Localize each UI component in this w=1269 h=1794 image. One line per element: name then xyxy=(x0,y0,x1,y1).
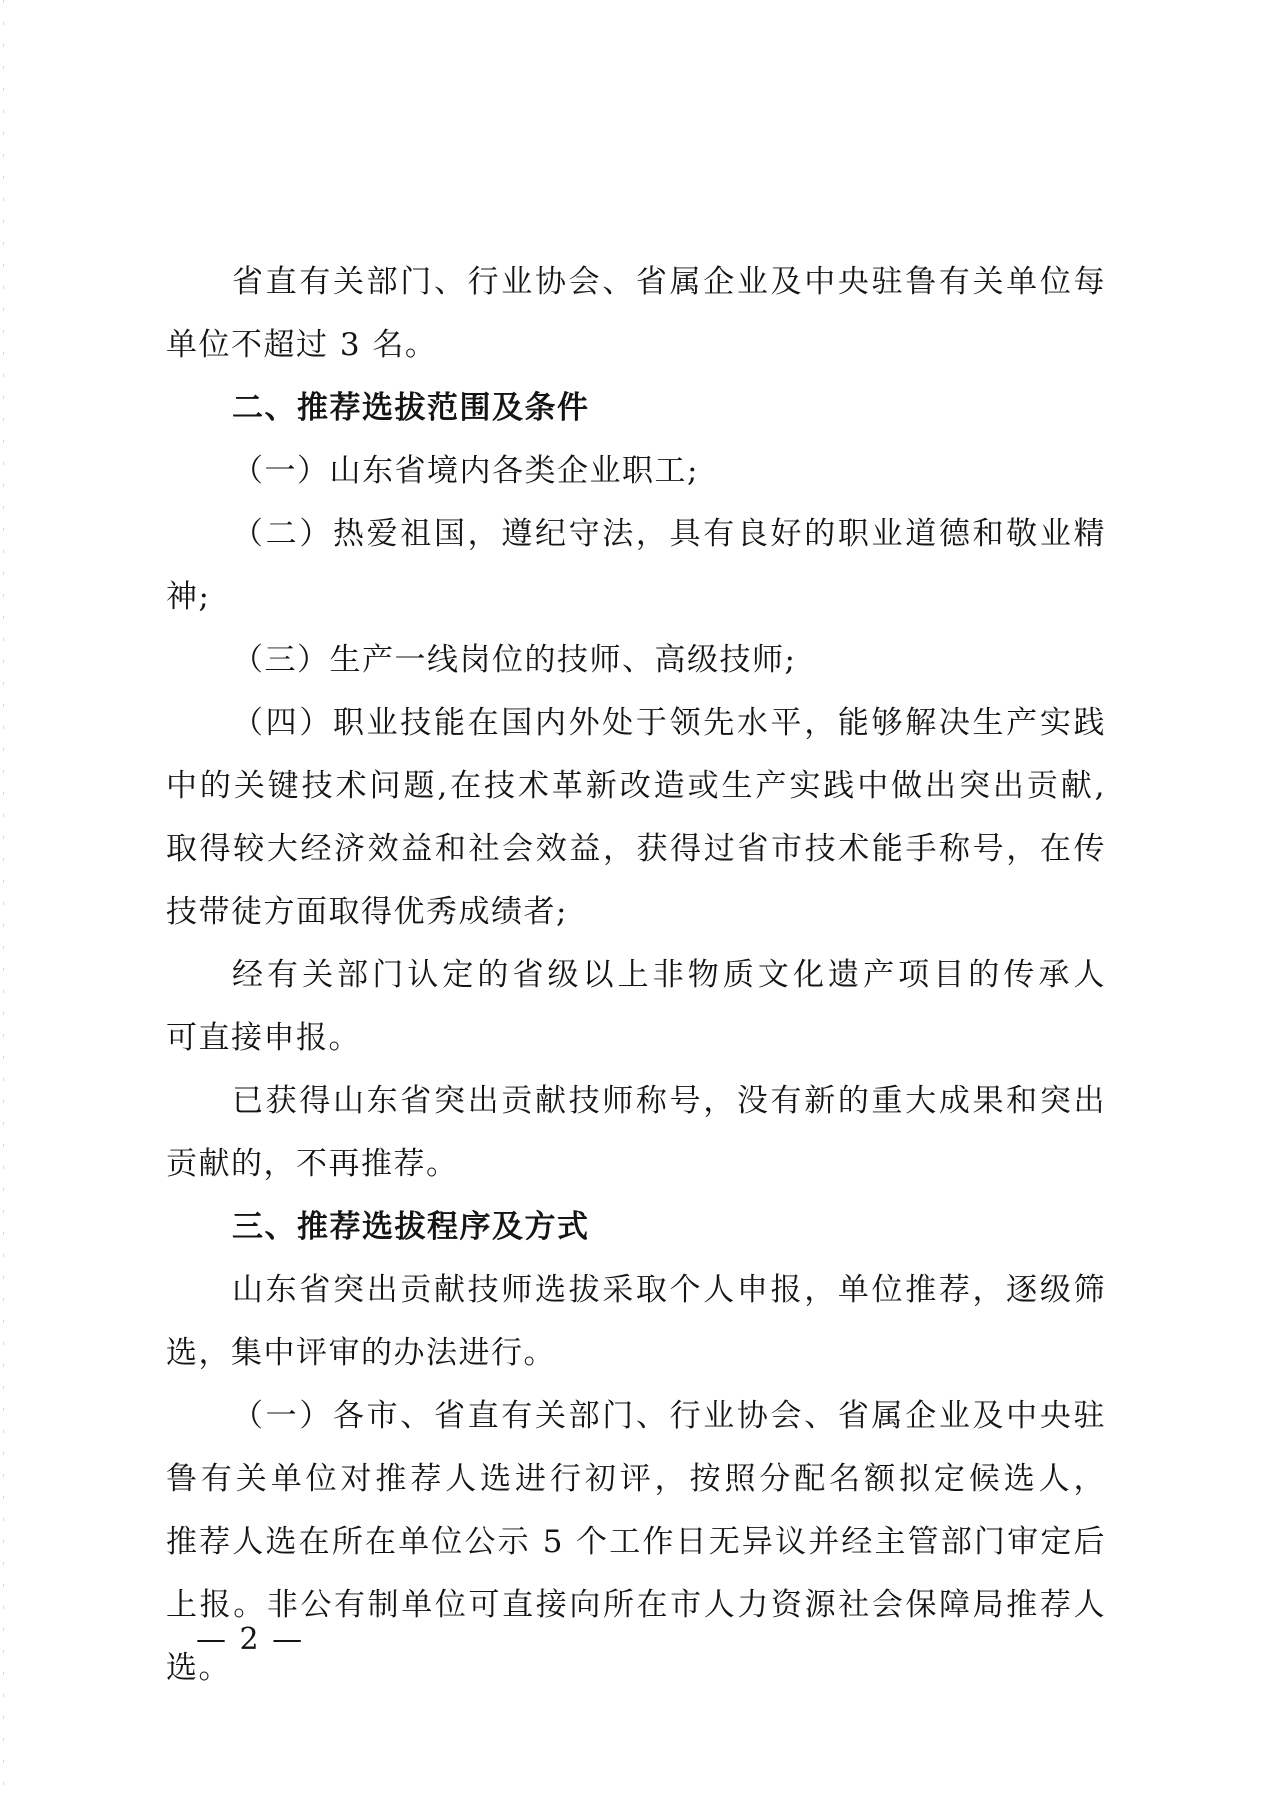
paragraph-line: （一）各市、省直有关部门、行业协会、省属企业及中央驻 xyxy=(232,1398,1106,1434)
paragraph-line: 鲁有关单位对推荐人选进行初评，按照分配名额拟定候选人， xyxy=(166,1461,1106,1497)
paragraph-line: （三）生产一线岗位的技师、高级技师; xyxy=(232,642,797,678)
section-heading: 三、推荐选拔程序及方式 xyxy=(232,1209,590,1245)
paragraph-line: （四）职业技能在国内外处于领先水平，能够解决生产实践 xyxy=(232,705,1106,741)
scan-edge-marks xyxy=(3,0,4,1794)
paragraph-line: 技带徒方面取得优秀成绩者; xyxy=(166,894,568,930)
paragraph-line: 可直接申报。 xyxy=(166,1020,361,1056)
paragraph-line: 经有关部门认定的省级以上非物质文化遗产项目的传承人 xyxy=(232,957,1106,993)
paragraph-line: 贡献的，不再推荐。 xyxy=(166,1146,459,1182)
paragraph-line: 已获得山东省突出贡献技师称号，没有新的重大成果和突出 xyxy=(232,1083,1106,1119)
paragraph-line: 取得较大经济效益和社会效益，获得过省市技术能手称号，在传 xyxy=(166,831,1106,867)
page-number: — 2 — xyxy=(196,1622,305,1657)
paragraph-line: 神; xyxy=(166,579,211,615)
paragraph-line: 选，集中评审的办法进行。 xyxy=(166,1335,556,1371)
paragraph-line: 推荐人选在所在单位公示 5 个工作日无异议并经主管部门审定后 xyxy=(166,1524,1106,1560)
section-heading: 二、推荐选拔范围及条件 xyxy=(232,390,590,426)
paragraph-line: 中的关键技术问题,在技术革新改造或生产实践中做出突出贡献, xyxy=(166,768,1106,804)
paragraph-line: 上报。非公有制单位可直接向所在市人力资源社会保障局推荐人 xyxy=(166,1587,1106,1623)
paragraph-line: 选。 xyxy=(166,1650,231,1686)
paragraph-line: 山东省突出贡献技师选拔采取个人申报，单位推荐，逐级筛 xyxy=(232,1272,1106,1308)
paragraph-line: （一）山东省境内各类企业职工; xyxy=(232,453,699,489)
document-body xyxy=(166,251,1106,1700)
paragraph-line: 省直有关部门、行业协会、省属企业及中央驻鲁有关单位每 xyxy=(232,264,1106,300)
paragraph-line: 单位不超过 3 名。 xyxy=(166,327,438,363)
paragraph-line: （二）热爱祖国，遵纪守法，具有良好的职业道德和敬业精 xyxy=(232,516,1106,552)
